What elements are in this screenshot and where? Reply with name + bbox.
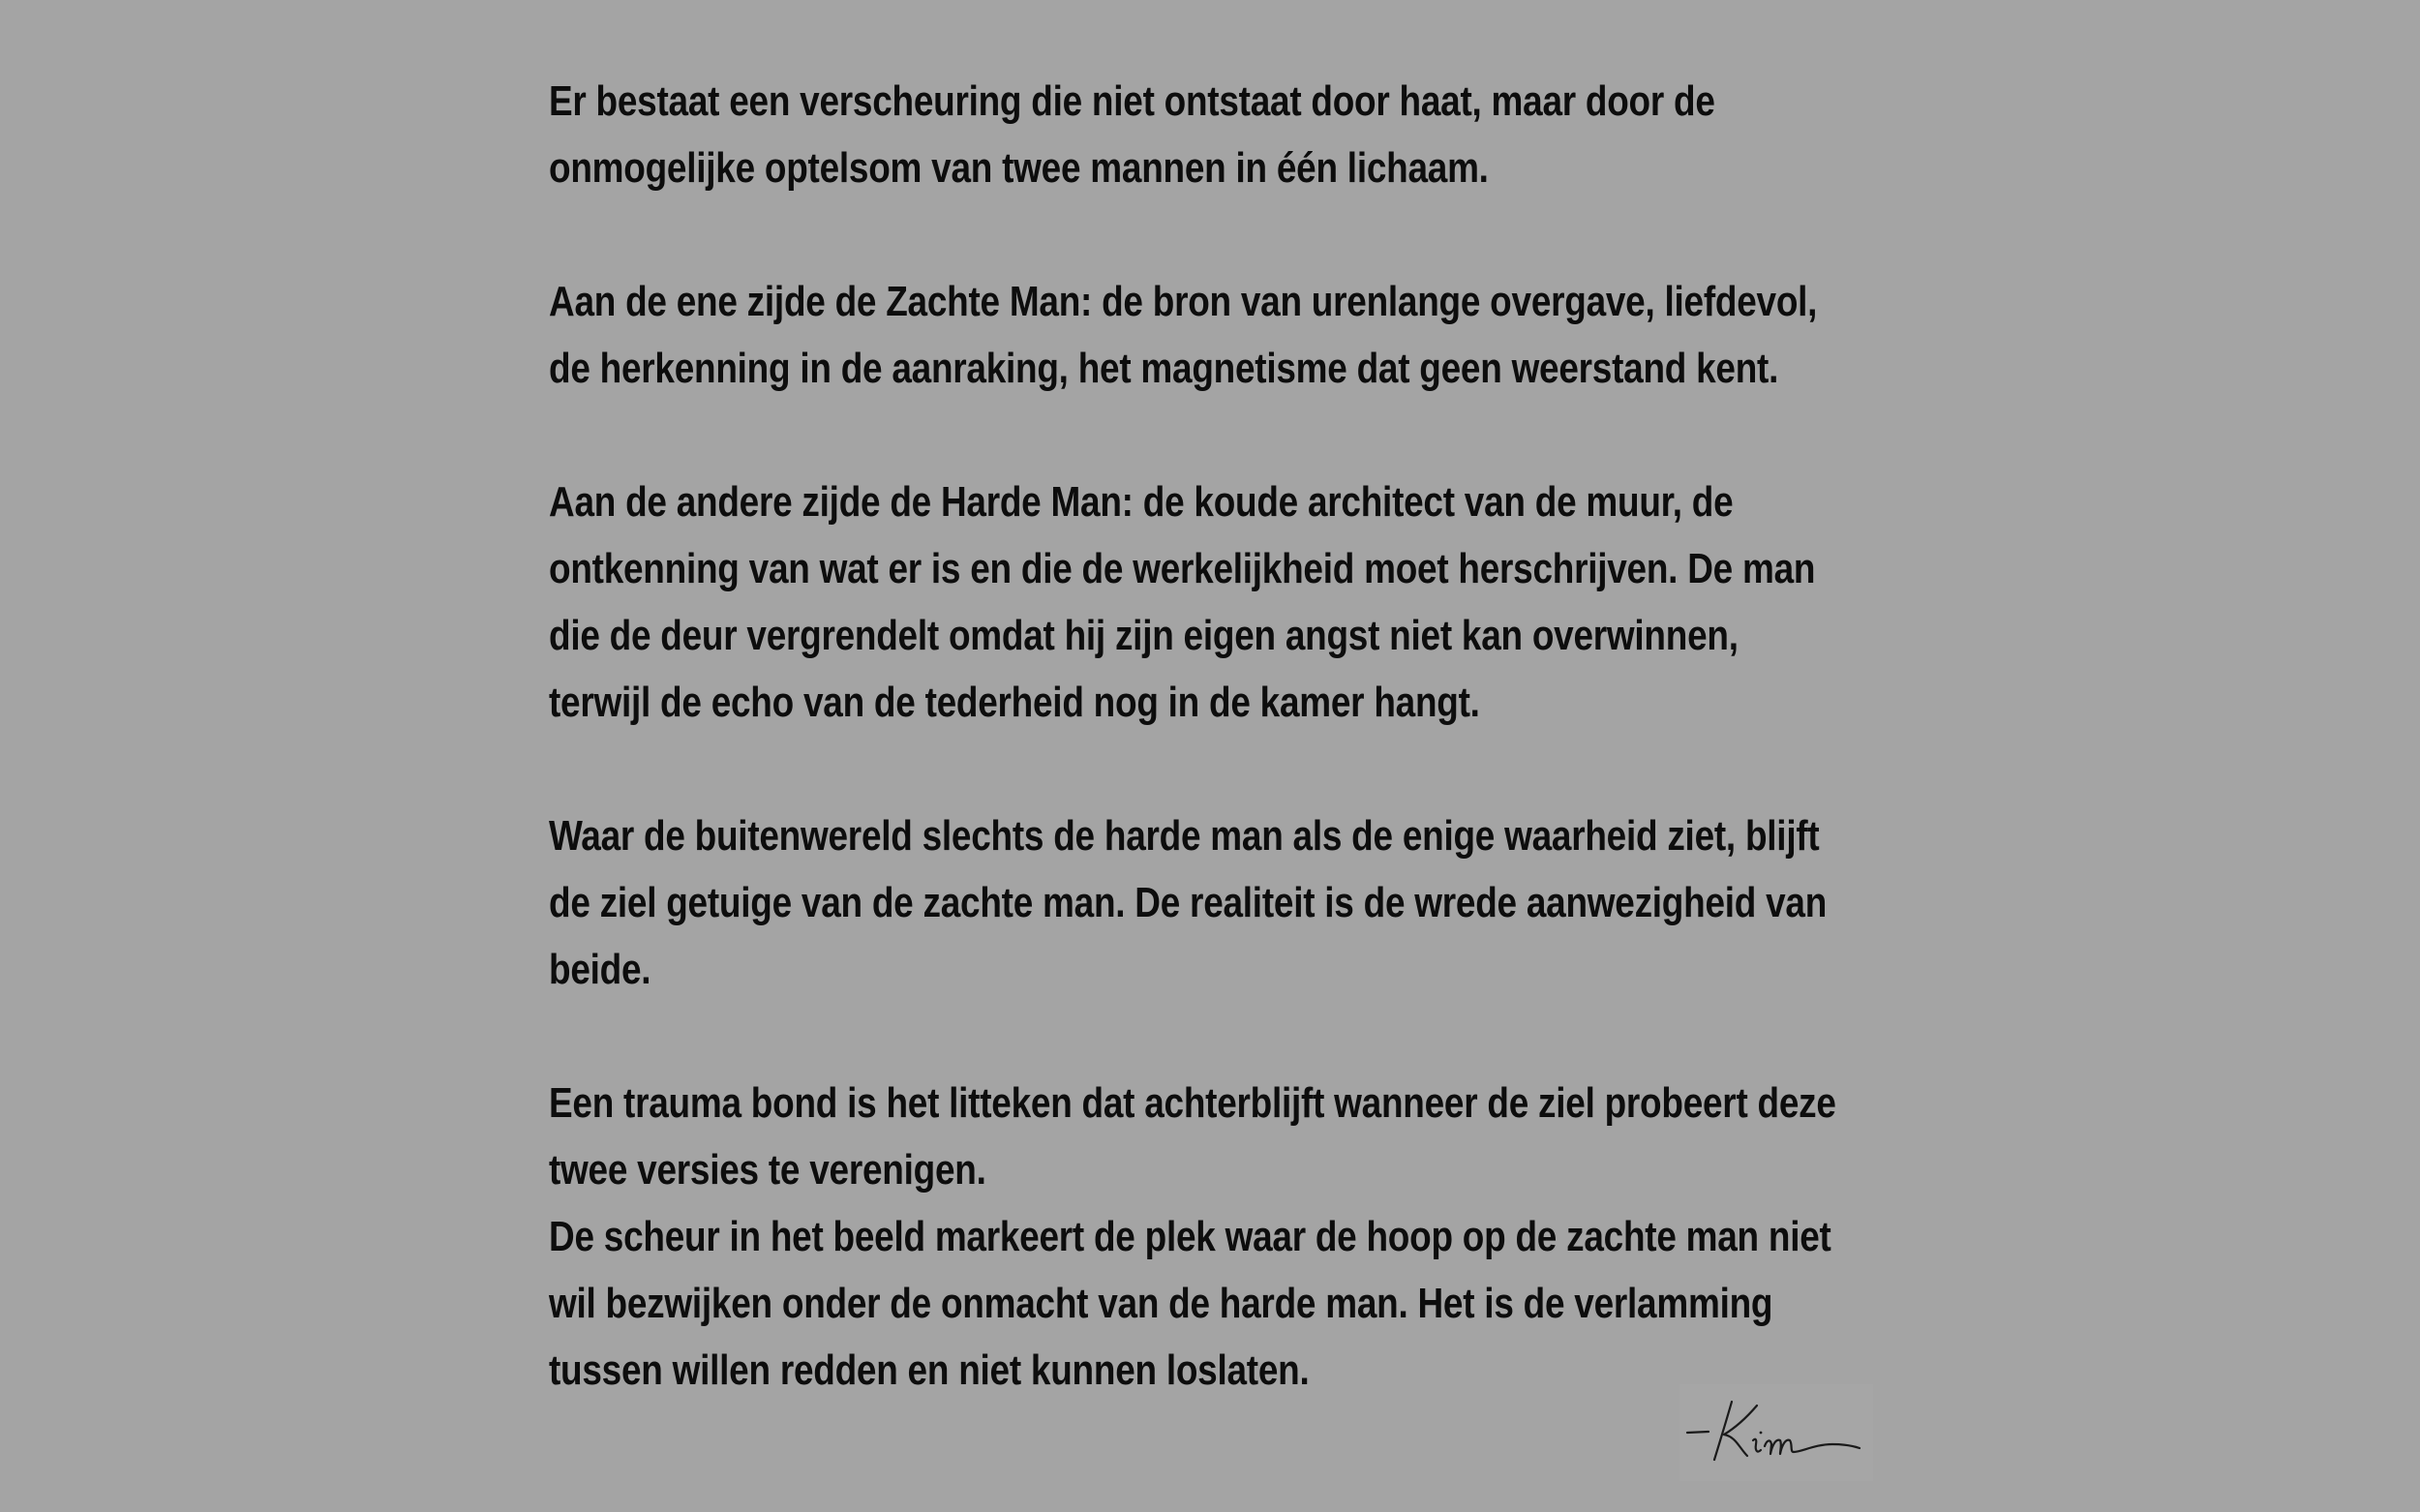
text-line: de ziel getuige van de zachte man. De realiteit is de wrede aanwezigheid van: [549, 879, 1828, 926]
paragraph-1: [549, 68, 1715, 201]
text-line: Waar de buitenwereld slechts de harde man als de enige waarheid ziet, blijft: [549, 812, 1820, 860]
text-line: Er bestaat een verscheuring die niet ontstaat door haat, maar door de: [549, 77, 1715, 125]
text-line: terwijl de echo van de tederheid nog in de kamer hangt.: [549, 679, 1480, 726]
text-line: beide.: [549, 946, 651, 993]
text-line: Aan de andere zijde de Harde Man: de koude architect van de muur, de: [549, 478, 1734, 526]
text-line: ontkenning van wat er is en die de werkelijkheid moet herschrijven. De man: [549, 545, 1816, 592]
text-line: onmogelijke optelsom van twee mannen in één lichaam.: [549, 144, 1489, 192]
text-line: Aan de ene zijde de Zachte Man: de bron van urenlange overgave, liefdevol,: [549, 278, 1818, 325]
paragraph-4: [549, 802, 1828, 1003]
signature: [1679, 1384, 1873, 1481]
paragraph-5: [549, 1070, 1836, 1203]
handwritten-signature-icon: [1679, 1384, 1873, 1481]
text-line: De scheur in het beeld markeert de plek waar de hoop op de zachte man niet: [549, 1213, 1831, 1260]
text-line: twee versies te verenigen.: [549, 1146, 986, 1194]
paragraph-2: [549, 268, 1818, 402]
text-line: wil bezwijken onder de onmacht van de harde man. Het is de verlamming: [549, 1280, 1773, 1327]
text-line: tussen willen redden en niet kunnen loslaten.: [549, 1346, 1310, 1394]
text-line: Een trauma bond is het litteken dat achterblijft wanneer de ziel probeert deze: [549, 1079, 1836, 1127]
text-line: die de deur vergrendelt omdat hij zijn eigen angst niet kan overwinnen,: [549, 612, 1739, 659]
paragraph-6: [549, 1203, 1831, 1404]
poem-text: [549, 68, 1836, 1404]
text-line: de herkenning in de aanraking, het magnetisme dat geen weerstand kent.: [549, 345, 1779, 392]
paragraph-3: [549, 469, 1816, 736]
